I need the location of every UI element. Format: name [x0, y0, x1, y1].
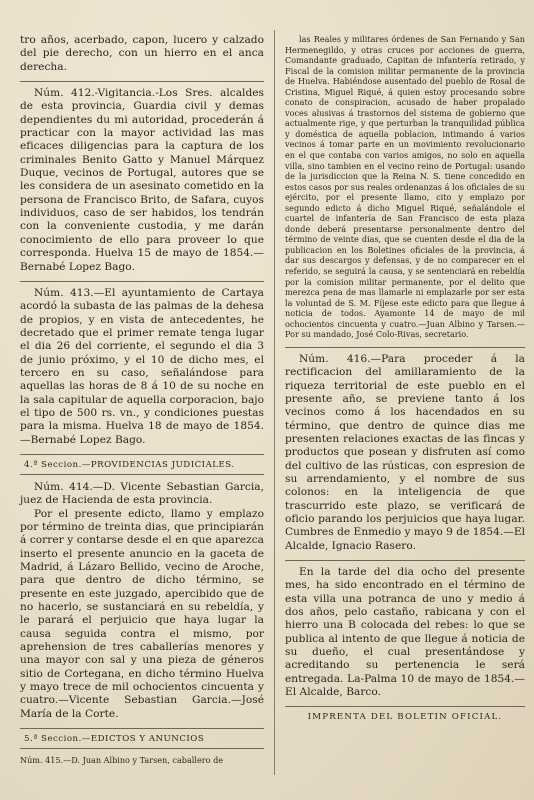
notice-416: Núm. 416.—Para proceder á la rectificacion del amillaramiento de la riqueza territorial de este pueblo en el presente año, se previene tanto á los vecinos como á los hacendados en su término, que dentro de quince dias me presenten relaciones exactas de las fincas y productos que posean y disfruten así como del cultivo de las rústicas, con espresion de su arrendamiento, y el nombre de sus colonos: en la inteligencia de que trascurrido este plazo, se verificará de oficio parando los perjuicios que haya lugar. Cumbres de Enmedio y mayo 9 de 1854.—El Alcalde, Ignacio Rasero. — [285, 352, 525, 552]
divider — [285, 560, 525, 561]
divider — [285, 347, 525, 348]
notice-414-body: Por el presente edicto, llamo y emplazo por término de treinta dias, que principiarán á correr y contarse desde el en que aparezca inserto el presente anuncio en la gaceta de Madrid, á Lázaro Bellido, vecino de Aroche, para que dentro de dicho término, se presente en este juzgado, apercibido que de no hacerlo, se sustanciará en su rebeldía, y le parará el perjuicio que haya lugar la causa seguida contra el mismo, por aprehension de tres caballerías menores y una mayor con sal y una pieza de géneros sitio de Cortegana, en dicho término Huelva y mayo trece de mil ochocientos cincuenta y cuatro.—Vicente Sebastian Garcia.—José María de la Corte. — [20, 507, 264, 720]
divider — [20, 748, 264, 749]
divider — [20, 728, 264, 729]
right-column — [285, 34, 525, 722]
notice-415-start: Núm. 415.—D. Juan Albino y Tarsen, caballero de — [20, 755, 224, 766]
notice-417: En la tarde del dia ocho del presente mes, ha sido encontrado en el término de esta villa una potranca de uno y medio á dos años, pelo castaño, rabicana y con el hierro una B colocada del rebes: lo que se publica al intento de que llegue á noticia de su dueño, el cual presentándose y acreditando su pertenencia le será entregada. La-Palma 10 de mayo de 1854.—El Alcalde, Barco. — [285, 566, 525, 699]
printer-imprint: IMPRENTA DEL BOLETIN OFICIAL. — [307, 712, 503, 723]
section-heading-4: 4.ª Seccion.—PROVIDENCIAS JUDICIALES. — [24, 459, 235, 470]
left-column — [20, 34, 264, 766]
divider — [20, 454, 264, 455]
divider — [285, 706, 525, 707]
continuation-paragraph: tro años, acerbado, capon, lucero y calzado del pie derecho, con un hierro en el anca derecha. — [20, 34, 264, 73]
notice-415-continuation: las Reales y militares órdenes de San Fernando y San Hermenegildo, y otras cruces por acciones de guerra, Comandante graduado, Capitan de infantería retirado, y Fiscal de la comision militar permanente de la provincia de Huelva. Habiéndose ausentado del pueblo de Rosal de Cristina, Miguel Riqué, á quien estoy procesando sobre conato de conspiracion, acusado de haber propalado voces alusivas á trastornos del sistema de gobierno que actualmente rige, y que perturban la tranquilidad pública y doméstica de aquella poblacion, intimando á varios vecinos á tomar parte en un movimiento revolucionario en el que contaba con varios amigos, no solo en aquella villa, sino tambien en el vecino reino de Portugal: usando de la jurisdiccion que la Reina N. S. tiene concedido en estos casos por sus reales ordenanzas á los oficiales de su ejército, por el presente llamo, cito y emplazo por segundo edicto á dicho Miguel Riqué, señalándole el cuartel de infantería de San Francisco de esta plaza donde deberá presentarse personalmente dentro del término de veinte dias, que se cuenten desde el dia de la publicacion en los Boletines oficiales de la provincia, á dar sus descargos y defensas, y de no comparecer en el referido, se seguirá la causa, y se sentenciará en rebeldía por la comision militar permanente, por el delito que merezca pena de mas llamarle ni emplazarle por ser esta la voluntad de S. M. Fíjese este edicto para que llegue á noticia de todos. Ayamonte 14 de mayo de mil ochocientos cincuenta y cuatro.—Juan Albino y Tarsen.—Por su mandado, José Colo-Rivas, secretario. — [285, 34, 525, 340]
notice-412: Núm. 412.-Vigitancia.-Los Sres. alcaldes de esta provincia, Guardia civil y demas dependientes du mi autoridad, procederán á practicar con la mayor actividad las mas eficaces diligencias para la captura de los criminales Benito Gatto y Manuel Márquez Duque, vecinos de Portugal, autores que se les considera de un asesinato cometido en la persona de Francisco Brito, de Safara, cuyos individuos, caso de ser habidos, los tendrán con la conveniente custodia, y me darán conocimiento de ello para proveer lo que corresponda. Huelva 15 de mayo de 1854.—Bernabé Lopez Bago. — [20, 87, 264, 273]
divider — [20, 81, 264, 82]
column-rule — [274, 30, 275, 775]
notice-413: Núm. 413.—El ayuntamiento de Cartaya acordó la subasta de las palmas de la dehesa de propios, y en vista de antecedentes, he decretado que el primer remate tenga lugar el dia 26 del corriente, el segundo el dia 3 de junio próximo, y el 10 de dicho mes, el tercero en su caso, señalándose para aquellas las horas de 8 á 10 de su noche en la sala capitular de aquella corporacion, bajo el tipo de 500 rs. vn., y condiciones puestas para la misma. Huelva 18 de mayo de 1854.—Bernabé Lopez Bago. — [20, 286, 264, 446]
divider — [20, 474, 264, 475]
section-heading-5: 5.ª Seccion.—EDICTOS Y ANUNCIOS — [24, 734, 205, 745]
notice-414-heading: Núm. 414.—D. Vicente Sebastian Garcia, juez de Hacienda de esta provincia. — [20, 480, 264, 507]
divider — [20, 281, 264, 282]
